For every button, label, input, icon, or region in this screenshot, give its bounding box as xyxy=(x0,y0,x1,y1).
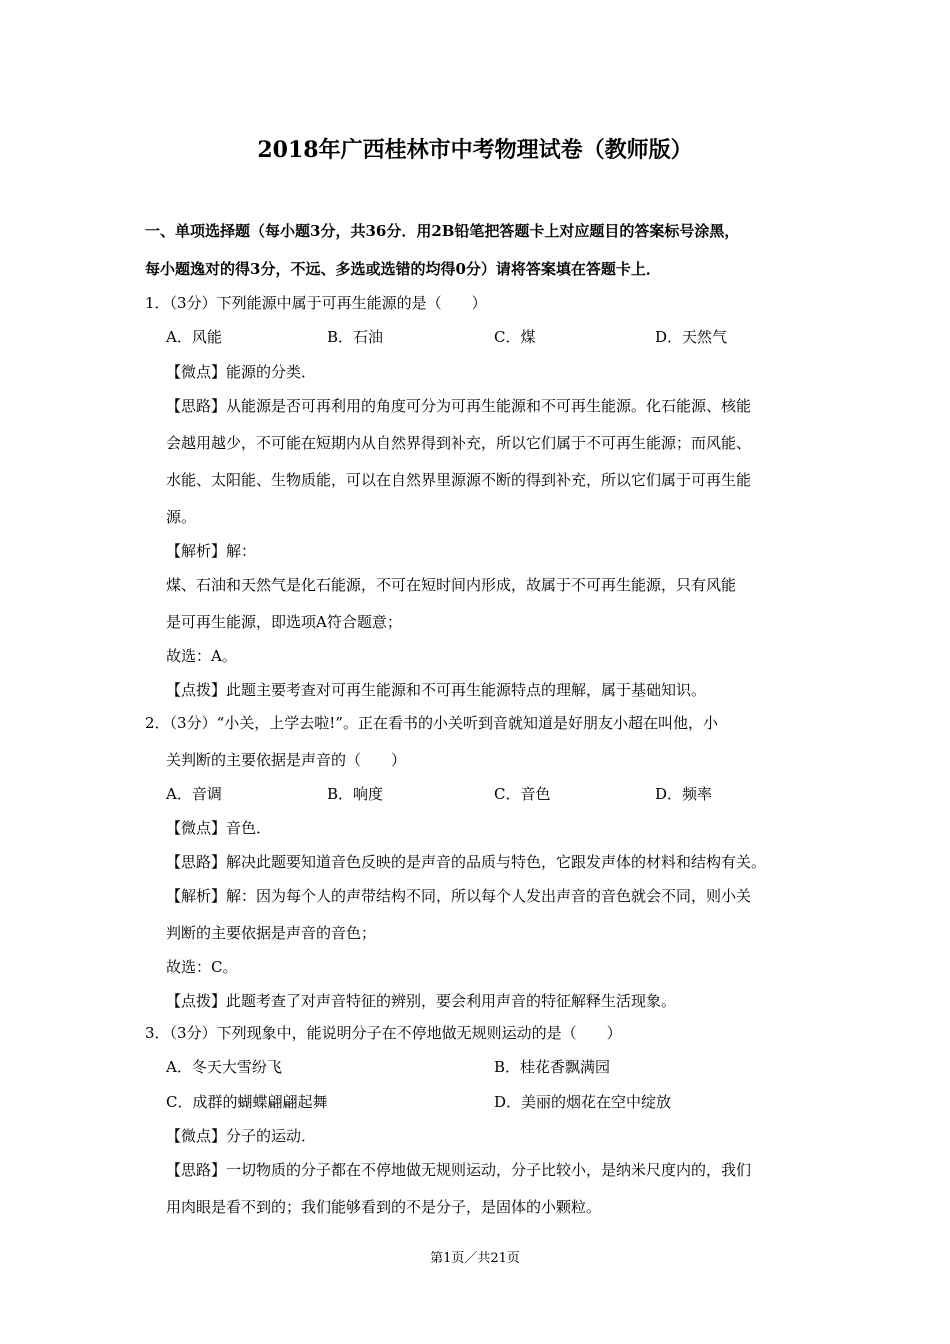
q1-dianbo: 【点拨】此题主要考查对可再生能源和不可再生能源特点的理解，属于基础知识。 xyxy=(166,681,707,699)
q1-option-d: D．天然气 xyxy=(655,328,728,346)
q2-dianbo: 【点拨】此题考查了对声音特征的辨别，要会利用声音的特征解释生活现象。 xyxy=(166,992,677,1010)
q2-stem-line-2: 关判断的主要依据是声音的（ ） xyxy=(166,751,407,769)
q2-weidian: 【微点】音色． xyxy=(166,819,272,837)
q1-jiexi-line: 煤、石油和天然气是化石能源，不可在短时间内形成，故属于不可再生能源，只有风能 xyxy=(166,576,737,594)
q1-silu-line: 水能、太阳能、生物质能，可以在自然界里源源不断的得到补充，所以它们属于可再生能 xyxy=(166,471,752,489)
q3-stem: 3．（3分）下列现象中，能说明分子在不停地做无规则运动的是（ ） xyxy=(145,1024,622,1042)
q1-option-a: A．风能 xyxy=(166,328,222,346)
q1-option-c: C．煤 xyxy=(494,328,536,346)
q1-answer: 故选：A。 xyxy=(166,647,237,665)
q1-silu-line: 会越用越少，不可能在短期内从自然界得到补充，所以它们属于不可再生能源；而风能、 xyxy=(166,434,752,452)
section-heading-line-1: 一、单项选择题（每小题3分，共36分．用2B铅笔把答题卡上对应题目的答案标号涂黑， xyxy=(145,222,740,240)
q3-silu-line: 用肉眼是看不到的；我们能够看到的不是分子，是固体的小颗粒。 xyxy=(166,1198,602,1216)
q1-silu-line: 【思路】从能源是否可再利用的角度可分为可再生能源和不可再生能源。化石能源、核能 xyxy=(166,397,752,415)
q2-jiexi-line: 【解析】解：因为每个人的声带结构不同，所以每个人发出声音的音色就会不同，则小关 xyxy=(166,887,752,905)
q2-option-a: A．音调 xyxy=(166,785,222,803)
q3-option-d: D．美丽的烟花在空中绽放 xyxy=(494,1093,672,1111)
q3-silu-line: 【思路】一切物质的分子都在不停地做无规则运动，分子比较小，是纳米尺度内的，我们 xyxy=(166,1161,752,1179)
page-footer: 第1页／共21页 xyxy=(430,1251,520,1266)
q2-answer: 故选：C。 xyxy=(166,958,238,976)
q1-weidian: 【微点】能源的分类． xyxy=(166,363,317,381)
q3-weidian: 【微点】分子的运动． xyxy=(166,1127,317,1145)
q2-option-d: D．频率 xyxy=(655,785,713,803)
q3-option-c: C．成群的蝴蝶翩翩起舞 xyxy=(166,1093,328,1111)
q1-option-b: B．石油 xyxy=(327,328,384,346)
q3-option-b: B．桂花香飘满园 xyxy=(494,1058,611,1076)
q2-jiexi-line: 判断的主要依据是声音的音色； xyxy=(166,924,377,942)
q2-silu: 【思路】解决此题要知道音色反映的是声音的品质与特色，它跟发声体的材料和结构有关。 xyxy=(166,853,767,871)
q2-stem-line-1: 2．（3分）“小关，上学去啦!”。正在看书的小关听到音就知道是好朋友小超在叫他，小 xyxy=(145,714,718,732)
q1-jiexi-line: 【解析】解： xyxy=(166,542,257,560)
page-title: 2018年广西桂林市中考物理试卷（教师版） xyxy=(257,137,693,163)
q1-stem: 1．（3分）下列能源中属于可再生能源的是（ ） xyxy=(145,294,487,312)
section-heading-line-2: 每小题逸对的得3分，不远、多选或选错的均得0分）请将答案填在答题卡上． xyxy=(145,260,661,278)
q1-silu-line: 源。 xyxy=(166,508,197,526)
q2-option-c: C．音色 xyxy=(494,785,551,803)
q2-option-b: B．响度 xyxy=(327,785,384,803)
q3-option-a: A．冬天大雪纷飞 xyxy=(166,1058,282,1076)
q1-jiexi-line: 是可再生能源，即选项A符合题意； xyxy=(166,613,402,631)
